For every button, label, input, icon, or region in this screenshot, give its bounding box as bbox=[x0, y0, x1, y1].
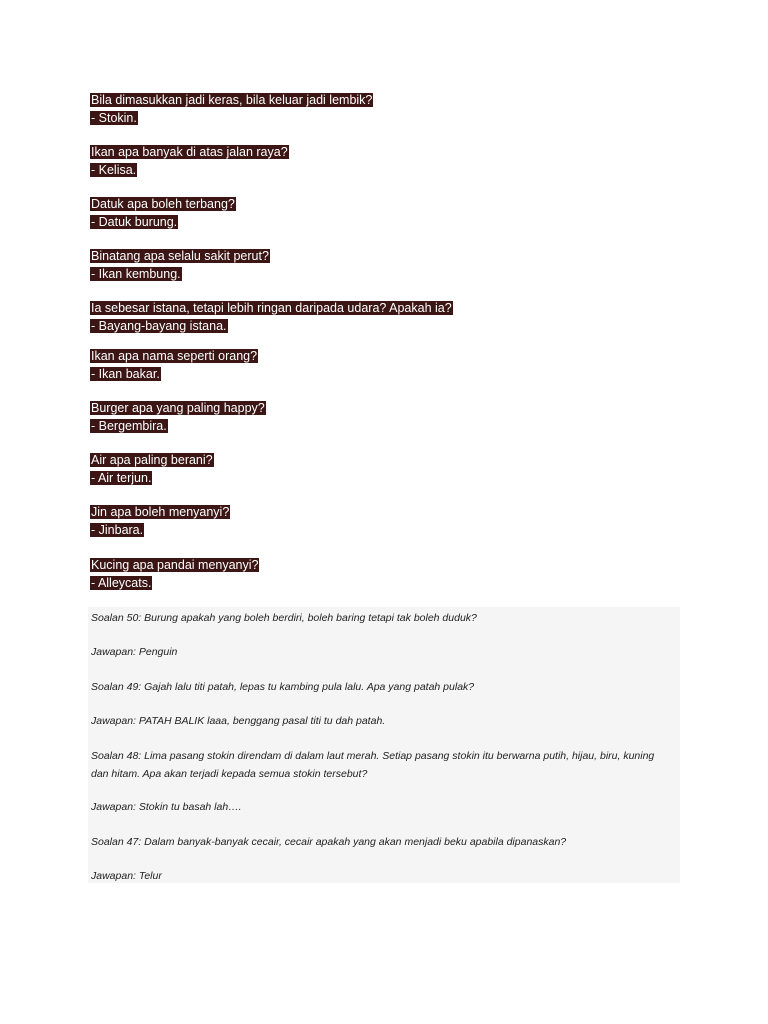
answer-49: Jawapan: PATAH BALIK laaa, benggang pasal titi tu dah patah. bbox=[91, 715, 386, 727]
riddle-answer: - Ikan kembung. bbox=[91, 266, 181, 281]
riddle-item bbox=[90, 143, 289, 178]
riddle-question: Ia sebesar istana, tetapi lebih ringan daripada udara? Apakah ia? bbox=[91, 301, 452, 315]
riddle-answer: - Jinbara. bbox=[91, 522, 144, 537]
riddle-question: Ikan apa banyak di atas jalan raya? bbox=[91, 145, 288, 159]
riddle-question: Datuk apa boleh terbang? bbox=[91, 197, 235, 211]
riddle-item bbox=[90, 299, 453, 334]
riddle-item bbox=[90, 556, 259, 591]
answer-48: Jawapan: Stokin tu basah lah…. bbox=[91, 801, 242, 813]
riddle-answer: - Bergembira. bbox=[91, 418, 167, 433]
riddle-item bbox=[90, 399, 266, 434]
riddle-question: Kucing apa pandai menyanyi? bbox=[91, 558, 259, 572]
riddle-question: Jin apa boleh menyanyi? bbox=[91, 505, 230, 519]
riddle-answer: - Ikan bakar. bbox=[91, 366, 160, 381]
riddle-question: Air apa paling berani? bbox=[91, 453, 213, 467]
riddle-item bbox=[90, 347, 258, 382]
riddle-answer: - Air terjun. bbox=[91, 470, 152, 485]
question-49: Soalan 49: Gajah lalu titi patah, lepas tu kambing pula lalu. Apa yang patah pulak? bbox=[91, 681, 475, 693]
riddle-answer: - Datuk burung. bbox=[91, 214, 178, 229]
question-50: Soalan 50: Burung apakah yang boleh berdiri, boleh baring tetapi tak boleh duduk? bbox=[91, 612, 477, 624]
riddle-item bbox=[90, 503, 230, 538]
riddle-answer: - Alleycats. bbox=[91, 575, 152, 590]
riddle-answer: - Bayang-bayang istana. bbox=[91, 318, 227, 333]
riddle-answer: - Kelisa. bbox=[91, 162, 137, 177]
riddle-item bbox=[90, 451, 214, 486]
riddle-item bbox=[90, 195, 236, 230]
answer-47: Jawapan: Telur bbox=[91, 870, 162, 882]
riddle-answer: - Stokin. bbox=[91, 110, 137, 125]
question-48: Soalan 48: Lima pasang stokin direndam di dalam laut merah. Setiap pasang stokin itu berwarna putih, hijau, biru, kuning dan hitam. Apa akan terjadi kepada semua stokin tersebut? bbox=[91, 750, 655, 780]
riddle-question: Burger apa yang paling happy? bbox=[91, 401, 265, 415]
answer-50: Jawapan: Penguin bbox=[91, 646, 178, 658]
quiz-panel bbox=[88, 607, 680, 883]
riddle-item bbox=[90, 247, 270, 282]
riddle-question: Bila dimasukkan jadi keras, bila keluar jadi lembik? bbox=[91, 93, 373, 107]
riddle-question: Binatang apa selalu sakit perut? bbox=[91, 249, 269, 263]
question-47: Soalan 47: Dalam banyak-banyak cecair, cecair apakah yang akan menjadi beku apabila dipanaskan? bbox=[91, 836, 567, 848]
riddle-question: Ikan apa nama seperti orang? bbox=[91, 349, 258, 363]
riddle-item bbox=[90, 91, 373, 126]
